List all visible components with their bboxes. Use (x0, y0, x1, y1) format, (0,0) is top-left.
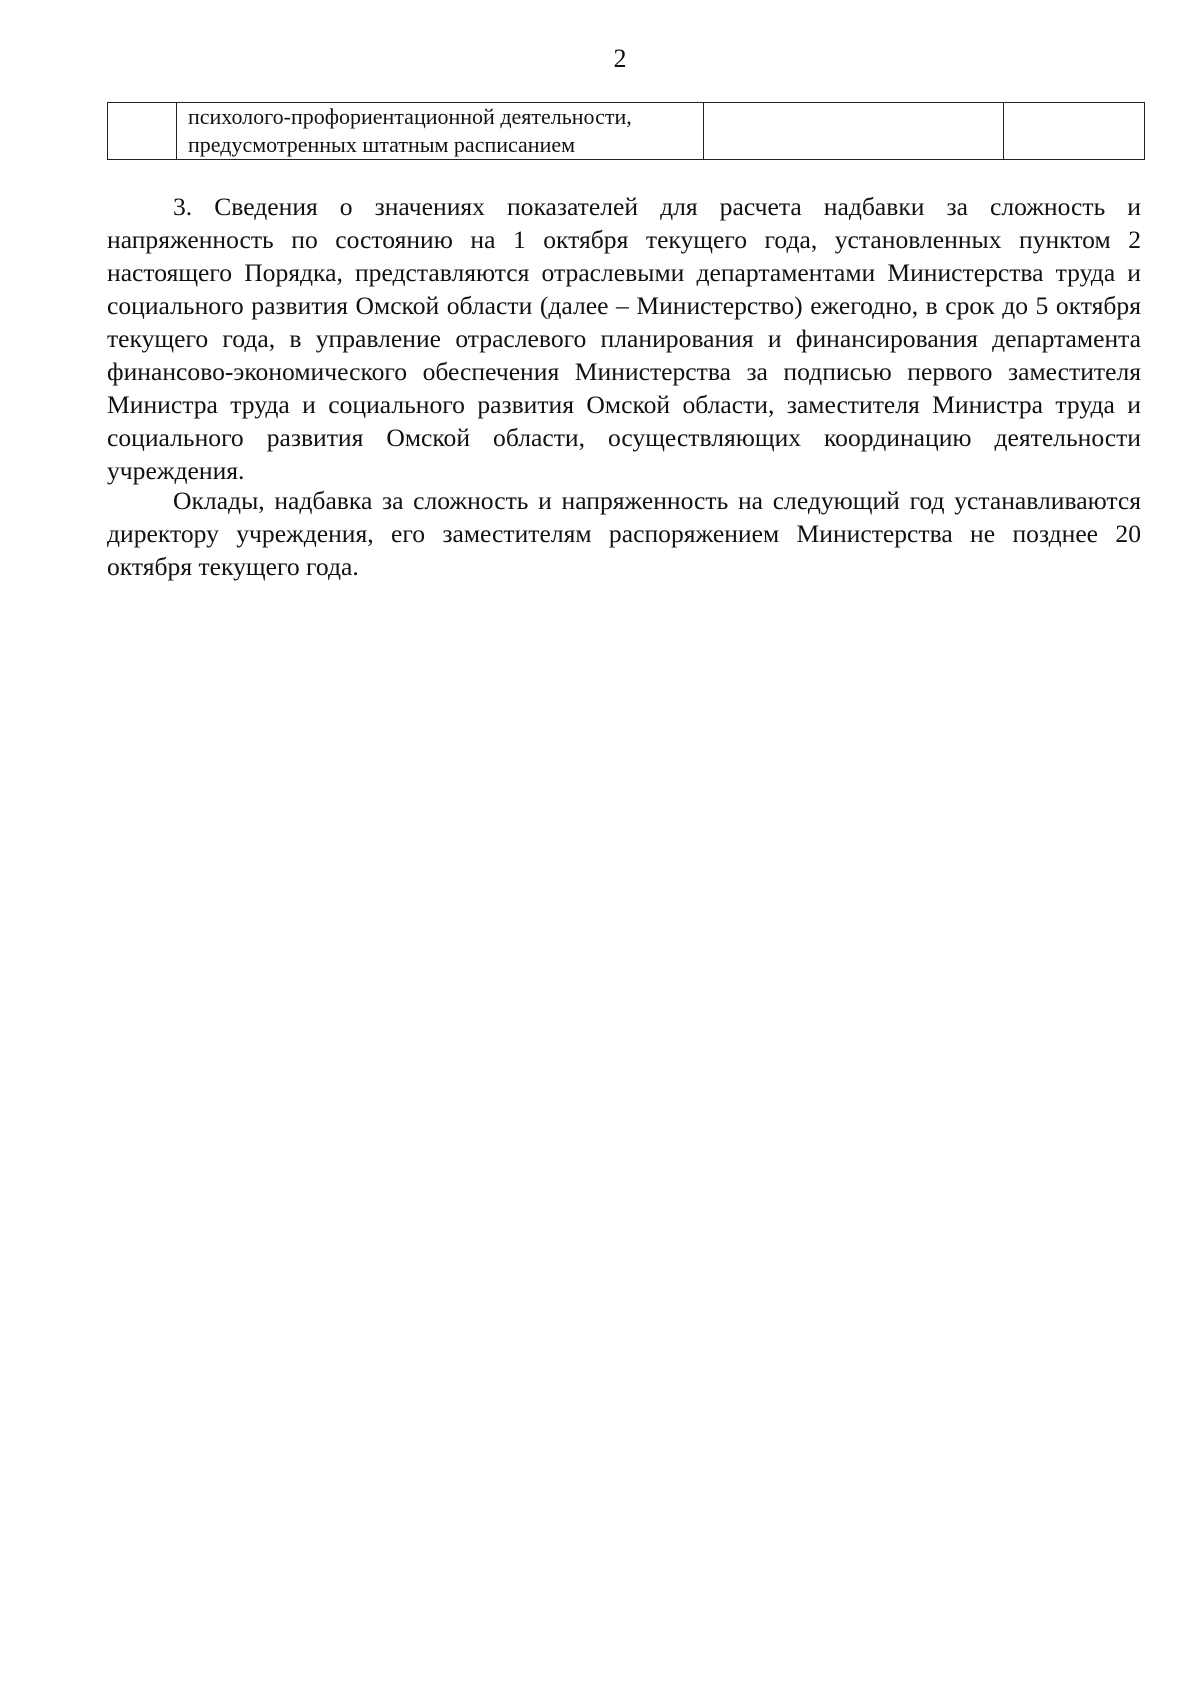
page-number: 2 (613, 44, 627, 73)
table-cell-value-b (1004, 103, 1145, 160)
table-row (108, 103, 1145, 160)
table-cell-name-line-2: предусмотренных штатным расписанием (188, 132, 576, 157)
paragraph-salaries: Оклады, надбавка за сложность и напряженность на следующий год устанавливаются директору учреждения, его заместителям распоряжением Министерства не позднее 20 октября текущего года. (107, 486, 1141, 581)
paragraph-section-3: 3. Сведения о значениях показателей для расчета надбавки за сложность и напряженность по состоянию на 1 октября текущего года, установленных пунктом 2 настоящего Порядка, представляются отраслевыми департаментами Министерства труда и социального развития Омской области (далее – Министерство) ежегодно, в срок до 5 октября текущего года, в управление отраслевого планирования и финансирования департамента финансово-экономического обеспечения Министерства за подписью первого заместителя Министра труда и социального развития Омской области, заместителя Министра труда и социального развития Омской области, осуществляющих координацию деятельности учреждения. (107, 192, 1141, 485)
table-fragment (107, 102, 1145, 160)
table-cell-number (108, 103, 177, 160)
table-cell-value-a (704, 103, 1004, 160)
table-cell-name (177, 103, 704, 160)
table-cell-name-line-1: психолого-профориентационной деятельности, (188, 104, 632, 129)
